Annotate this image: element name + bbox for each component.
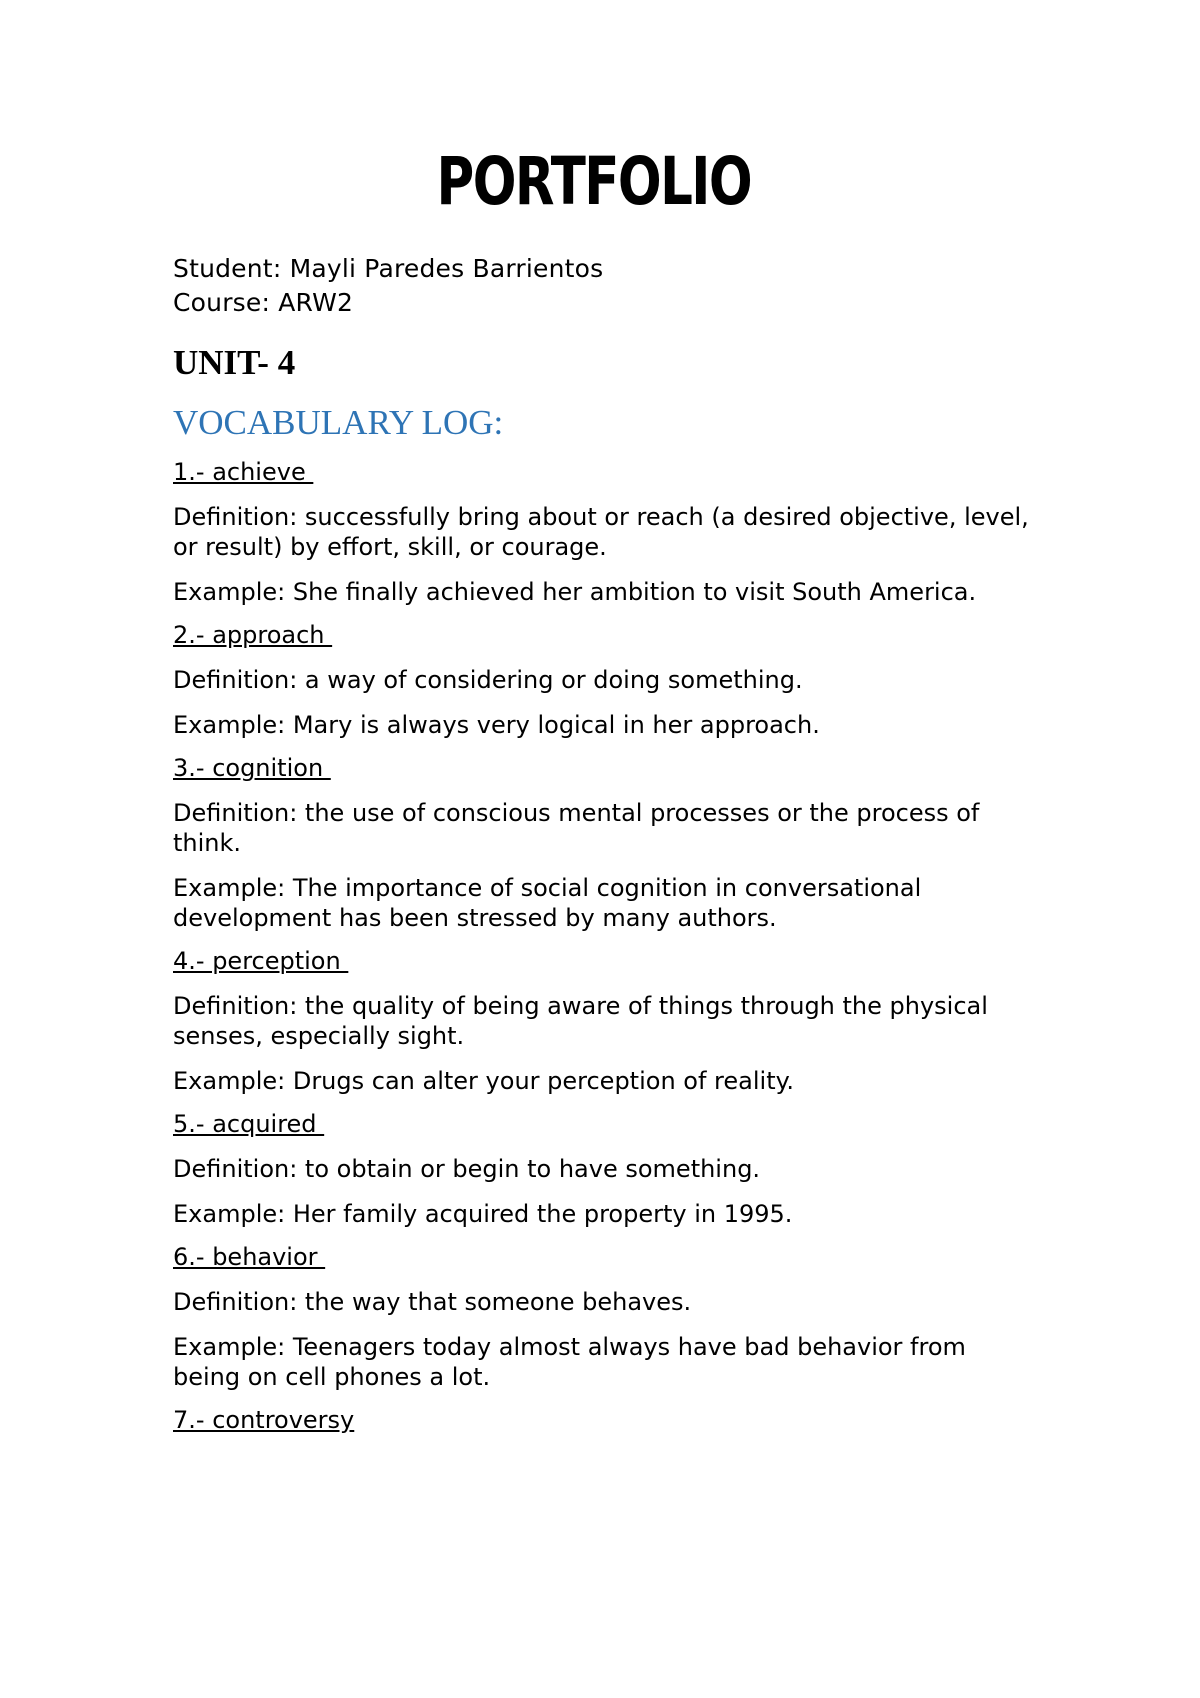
entry-term: 5.- acquired [173, 1110, 325, 1138]
entry-definition: Definition: to obtain or begin to have something. [173, 1155, 761, 1183]
entry-term: 4.- perception [173, 947, 349, 975]
entry-definition: Definition: the quality of being aware of things through the physical senses, especially sight. [173, 992, 988, 1050]
vocabulary-log-heading: VOCABULARY LOG: [173, 403, 504, 442]
entry-definition: Definition: the use of conscious mental processes or the process of think. [173, 799, 980, 857]
vocabulary-entry [173, 946, 1033, 1096]
vocabulary-entry [173, 457, 1033, 607]
course-name: Course: ARW2 [173, 288, 354, 317]
entry-example: Example: Her family acquired the property in 1995. [173, 1200, 793, 1228]
entry-example: Example: Drugs can alter your perception of reality. [173, 1067, 795, 1095]
vocabulary-entry [173, 753, 1033, 933]
document-title: PORTFOLIO [436, 143, 752, 220]
vocabulary-entries [173, 457, 1033, 1435]
document-body [173, 252, 1033, 1435]
vocabulary-entry [173, 620, 1033, 740]
vocabulary-entry [173, 1405, 1033, 1435]
entry-definition: Definition: a way of considering or doing something. [173, 666, 803, 694]
entry-example: Example: The importance of social cognition in conversational development has been stressed by many authors. [173, 874, 922, 932]
entry-definition: Definition: successfully bring about or reach (a desired objective, level, or result) by effort, skill, or courage. [173, 503, 1029, 561]
entry-example: Example: Mary is always very logical in her approach. [173, 711, 820, 739]
entry-term: 2.- approach [173, 621, 333, 649]
entry-term: 1.- achieve [173, 458, 314, 486]
entry-term: 7.- controversy [173, 1406, 355, 1434]
entry-example: Example: Teenagers today almost always have bad behavior from being on cell phones a lot. [173, 1333, 966, 1391]
entry-term: 3.- cognition [173, 754, 331, 782]
vocabulary-entry [173, 1109, 1033, 1229]
entry-definition: Definition: the way that someone behaves. [173, 1288, 692, 1316]
unit-heading: UNIT- 4 [173, 343, 296, 382]
vocabulary-entry [173, 1242, 1033, 1392]
student-name: Student: Mayli Paredes Barrientos [173, 254, 604, 283]
entry-example: Example: She finally achieved her ambition to visit South America. [173, 578, 977, 606]
entry-term: 6.- behavior [173, 1243, 326, 1271]
